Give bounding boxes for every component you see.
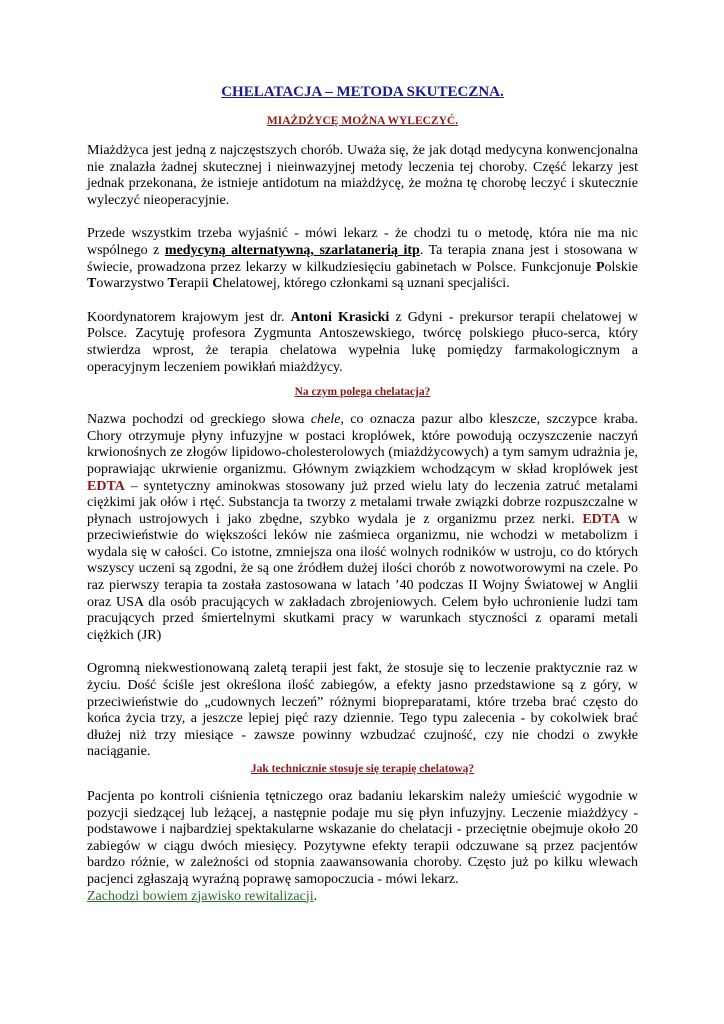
revitalization-link[interactable]: Zachodzi bowiem zjawisko rewitalizacji [87,888,314,904]
document-title: CHELATACJA – METODA SKUTECZNA. [221,84,504,100]
edta-term: EDTA [582,511,621,527]
paragraph-procedure: Pacjenta po kontroli ciśnienia tętniczego oraz badaniu lekarskim należy umieścić wygodnie w pozycji siedzącej lub leżącej, a następnie podaje mu się płyn infuzyjny. Leczenie miażdżycy - podstawowe i najbardziej spektakularne wskazanie do chelatacji - przeciętnie obejmuje około 20 zabiegów w ciągu dwóch miesięcy. Pozytywne efekty terapii odczuwane są przez pacjentów bardzo różnie, w zależności od stopnia zaawansowania choroby. Często już po kilku wlewach pacjenci zgłaszają wyraźną poprawę samopoczucia - mówi lekarz. [87,789,638,887]
paragraph-advantages: Ogromną niekwestionowaną zaletą terapii jest fakt, że stosuje się to leczenie praktycznie raz w życiu. Dość ściśle jest określona ilość zabiegów, a efekty jasno przedstawione są z góry, w przeciwieństwie do „cudownych leczeń” różnymi biopreparatami, które trzeba brać często do końca życia trzy, a jeszcze lepiej pięć razy dziennie. Tego typu zalecenia - by cokolwiek brać dłużej niż trzy miesiące - zawsze powinny wzbudzać czujność, czy nie chodzi o zwykłe naciąganie. [87,661,638,760]
paragraph-method: Przede wszystkim trzeba wyjaśnić - mówi lekarz - że chodzi tu o metodę, która nie ma nic wspólnego z medycyną alternatywną, szarlatanerią itp. Ta terapia znana jest i stosowana w świecie, prowadzona przez lekarzy w kilkudziesięciu gabinetach w Polsce. Funkcjonuje Polskie Towarzystwo Terapii Chelatowej, którego członkami są uznani specjaliści. [87,226,638,292]
paragraph-intro: Miażdżyca jest jedną z najczęstszych chorób. Uważa się, że jak dotąd medycyna konwencjonalna nie znalazła żadnej skutecznej i nieinwazyjnej metody leczenia tej choroby. Część lekarzy jest jednak przekonana, że istnieje antidotum na miażdżycę, że można tę chorobę leczyć i skutecznie wyleczyć nieoperacyjnie. [87,143,638,208]
document-page [87,84,638,905]
paragraph-coordinator: Koordynatorem krajowym jest dr. Antoni Krasicki z Gdyni - prekursor terapii chelatowej w Polsce. Zacytuję profesora Zygmunta Antoszewskiego, twórcę polskiego płuco-serca, który stwierdza wprost, że terapia chelatowa wypełnia lukę pomiędzy farmakologicznym a operacyjnym leczeniem powikłań miażdżycy. [87,309,638,375]
paragraph-revitalization: Zachodzi bowiem zjawisko rewitalizacji. [87,888,318,904]
coordinator-name: Antoni Krasicki [290,309,390,325]
emphasis-alternative-medicine: medycyną alternatywną, szarlatanerią itp [164,242,420,258]
section-heading-how-applied: Jak technicznie stosuje się terapię chelatową? [250,763,475,775]
paragraph-name-origin: Nazwa pochodzi od greckiego słowa chele, co oznacza pazur albo kleszcze, szczypce kraba. Chory otrzymuje płyny infuzyjne w postaci kroplówek, które powodują oczyszczenie naczyń krwionośnych ze złogów lipidowo-cholesterolowych (miażdżycowych) a tym samym udrażnia je, poprawiając ukrwienie organizmu. Głównym związkiem wchodzącym w skład kroplówek jest EDTA – syntetyczny aminokwas stosowany już przed wielu laty do leczenia zatruć metalami ciężkimi jak ołów i rtęć. Substancja ta tworzy z metalami trwałe związki dobrze rozpuszczalne w płynach ustrojowych i jako zbędne, szybko wydala je z organizmu przez nerki. EDTA w przeciwieństwie do większości leków nie zaśmieca organizmu, nie wchodzi w metabolizm i wydala się w całości. Co istotne, zmniejsza ona ilość wolnych rodników w ustroju, co do których wszyscy uczeni są zgodni, że są one źródłem dużej ilości chorób z nowotworowymi na czele. Po raz pierwszy terapia ta została zastosowana w latach ’40 podczas II Wojny Światowej w Anglii oraz USA dla osób pracujących w zakładach zbrojeniowych. Celem było uchronienie ludzi tam pracujących przed śmiertelnymi skutkami pracy w warunkach styczności z oparami metali ciężkich (JR) [87,412,638,643]
section-heading-what-is-chelation: Na czym polega chelatacja? [294,386,431,399]
edta-term: EDTA [87,478,125,494]
document-subtitle: MIAŻDŻYCĘ MOŻNA WYLECZYĆ. [266,115,459,127]
